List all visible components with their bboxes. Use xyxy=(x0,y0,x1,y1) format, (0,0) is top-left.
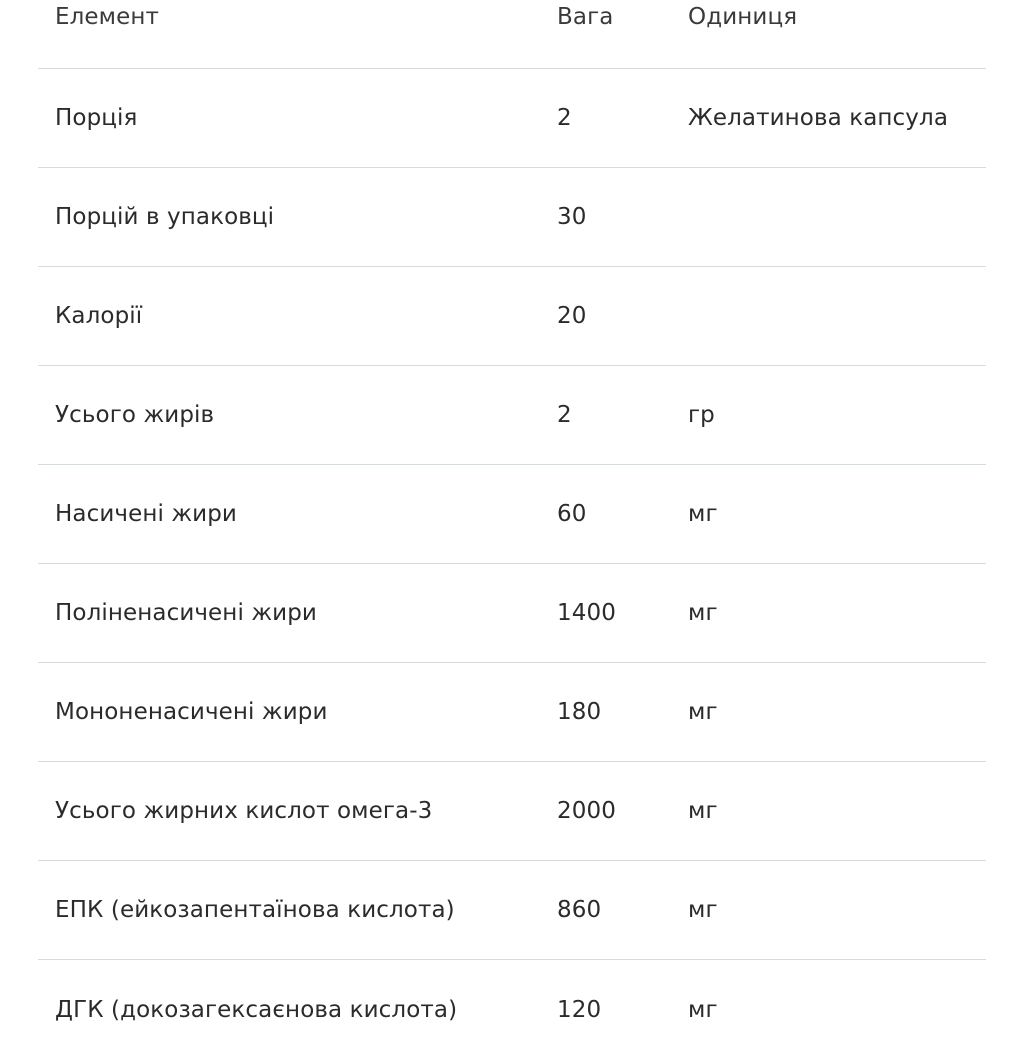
row-name: Порцій в упаковці xyxy=(55,204,275,230)
table-row xyxy=(38,663,986,762)
row-name: Усього жирів xyxy=(55,402,215,428)
table-row xyxy=(38,762,986,861)
table-row xyxy=(38,465,986,564)
table-row xyxy=(38,960,986,1059)
table-row xyxy=(38,366,986,465)
row-unit: гр xyxy=(688,402,715,428)
row-name: Мононенасичені жири xyxy=(55,699,328,725)
row-weight: 180 xyxy=(557,699,602,725)
header-weight: Вага xyxy=(557,4,614,30)
row-weight: 20 xyxy=(557,303,587,329)
row-weight: 2 xyxy=(557,402,572,428)
row-name: Поліненасичені жири xyxy=(55,600,317,626)
row-name: ЕПК (ейкозапентаїнова кислота) xyxy=(55,897,455,923)
table-row xyxy=(38,267,986,366)
header-element: Елемент xyxy=(55,4,160,30)
table-row xyxy=(38,564,986,663)
row-unit: мг xyxy=(688,897,718,923)
table-row xyxy=(38,861,986,960)
row-weight: 120 xyxy=(557,996,602,1023)
row-weight: 1400 xyxy=(557,600,616,626)
row-name: Насичені жири xyxy=(55,501,237,527)
table-row xyxy=(38,168,986,267)
row-name: Калорії xyxy=(55,303,143,329)
table-row xyxy=(38,69,986,168)
row-unit: мг xyxy=(688,699,718,725)
row-unit: Желатинова капсула xyxy=(688,105,949,131)
row-weight: 860 xyxy=(557,897,602,923)
row-weight: 30 xyxy=(557,204,587,230)
nutrition-table xyxy=(38,0,986,1059)
row-unit: мг xyxy=(688,600,718,626)
row-unit: мг xyxy=(688,501,718,527)
row-weight: 60 xyxy=(557,501,587,527)
row-weight: 2000 xyxy=(557,798,616,824)
row-unit: мг xyxy=(688,996,718,1023)
row-weight: 2 xyxy=(557,105,572,131)
row-unit: мг xyxy=(688,798,718,824)
row-name: ДГК (докозагексаєнова кислота) xyxy=(55,996,458,1023)
row-name: Усього жирних кислот омега-3 xyxy=(55,798,433,824)
table-header-row xyxy=(38,0,986,69)
header-unit: Одиниця xyxy=(688,4,798,30)
row-name: Порція xyxy=(55,105,138,131)
